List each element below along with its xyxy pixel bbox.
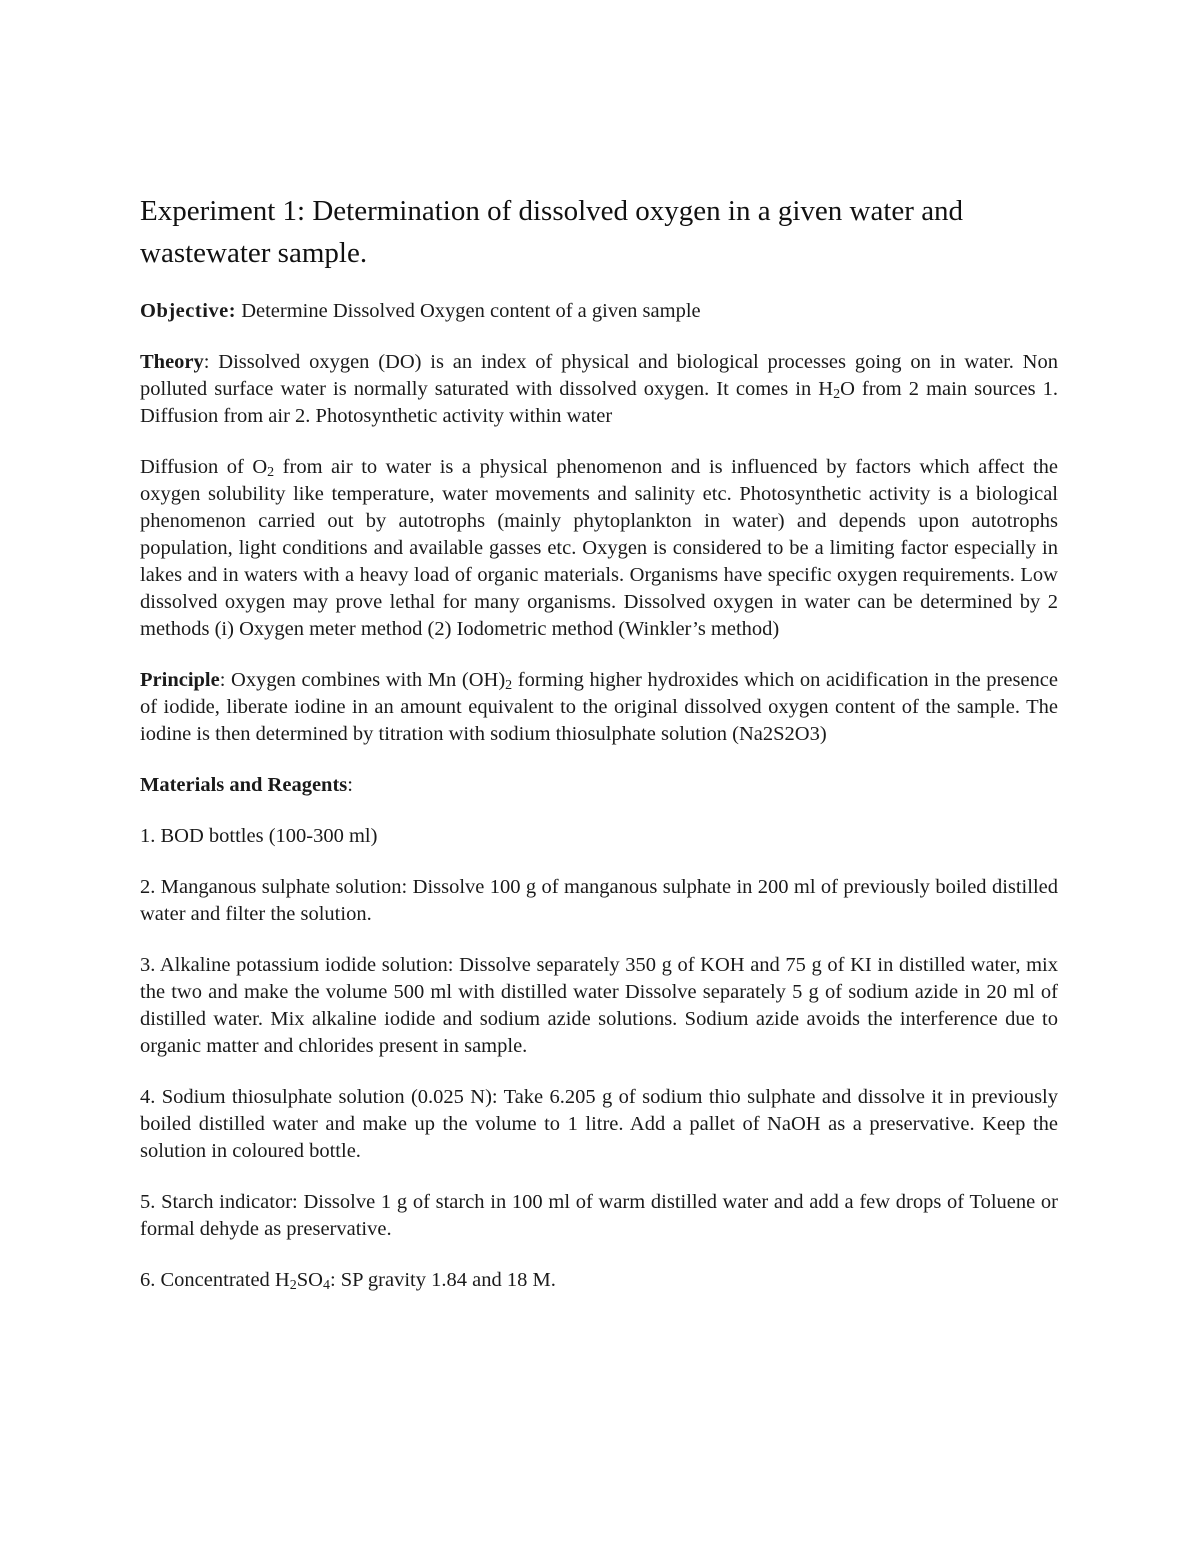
principle-paragraph	[140, 667, 1058, 748]
item6-subscript-1: 2	[289, 1278, 297, 1293]
material-item-3: 3. Alkaline potassium iodide solution: Dissolve separately 350 g of KOH and 75 g of KI in distilled water, mix the two and make the volume 500 ml with distilled water Dissolve separately 5 g of sodium azide in 20 ml of distilled water. Mix alkaline iodide and sodium azide solutions. Sodium azide avoids the interference due to organic matter and chlorides present in sample.	[140, 954, 1058, 1057]
material-item-2: 2. Manganous sulphate solution: Dissolve 100 g of manganous sulphate in 200 ml of previously boiled distilled water and filter the solution.	[140, 876, 1058, 925]
theory-text-2b: from air to water is a physical phenomenon and is influenced by factors which affect the oxygen solubility like temperature, water movements and salinity etc. Photosynthetic activity is a biological phenomenon carried out by autotrophs (mainly phytoplankton in water) and depends upon autotrophs population, light conditions and available gasses etc. Oxygen is considered to be a limiting factor especially in lakes and in waters with a heavy load of organic materials. Organisms have specific oxygen requirements. Low dissolved oxygen may prove lethal for many organisms. Dissolved oxygen in water can be determined by 2 methods (i) Oxygen meter method (2) Iodometric method (Winkler’s method)	[140, 456, 1059, 640]
theory-text-1b: O from 2 main sources 1. Diffusion from air 2. Photosynthetic activity within water	[140, 378, 1059, 427]
item6-text-c: : SP gravity 1.84 and 18 M.	[329, 1269, 556, 1291]
item6-text-b: SO	[296, 1269, 323, 1291]
materials-colon: :	[347, 774, 353, 796]
page-title: Experiment 1: Determination of dissolved oxygen in a given water and wastewater sample.	[140, 195, 964, 269]
theory-text-2a: Diffusion of O	[140, 456, 268, 478]
materials-label: Materials and Reagents	[140, 774, 348, 796]
theory-text-1a: : Dissolved oxygen (DO) is an index of physical and biological processes going on in water. Non polluted surface water is normally saturated with dissolved oxygen. It comes in H	[140, 351, 1058, 400]
material-item-1: 1. BOD bottles (100-300 ml)	[140, 825, 378, 847]
principle-text-b: forming higher hydroxides which on acidification in the presence of iodide, liberate iodine in an amount equivalent to the original dissolved oxygen content of the sample. The iodine is then determined by titration with sodium thiosulphate solution (Na2S2O3)	[140, 669, 1058, 745]
item6-subscript-2: 4	[322, 1278, 330, 1293]
principle-text-a: : Oxygen combines with Mn (OH)	[219, 669, 506, 691]
material-item-5: 5. Starch indicator: Dissolve 1 g of starch in 100 ml of warm distilled water and add a few drops of Toluene or formal dehyde as preservative.	[140, 1191, 1058, 1240]
material-item-4: 4. Sodium thiosulphate solution (0.025 N): Take 6.205 g of sodium thio sulphate and dissolve it in previously boiled distilled water and make up the volume to 1 litre. Add a pallet of NaOH as a preservative. Keep the solution in coloured bottle.	[140, 1086, 1058, 1162]
objective-label: Objective:	[140, 300, 237, 322]
theory-subscript-1: 2	[833, 387, 841, 402]
theory-label: Theory	[140, 351, 204, 373]
materials-heading	[140, 772, 1058, 799]
theory-paragraph-1	[140, 349, 1058, 430]
document-page	[140, 190, 1058, 1318]
objective-paragraph	[140, 298, 1058, 325]
theory-subscript-2: 2	[267, 465, 275, 480]
item6-text-a: 6. Concentrated H	[140, 1269, 290, 1291]
principle-label: Principle	[140, 669, 220, 691]
principle-subscript: 2	[505, 678, 513, 693]
objective-text: Determine Dissolved Oxygen content of a given sample	[236, 300, 701, 322]
material-item-6	[140, 1267, 1058, 1294]
theory-paragraph-2	[140, 454, 1058, 643]
